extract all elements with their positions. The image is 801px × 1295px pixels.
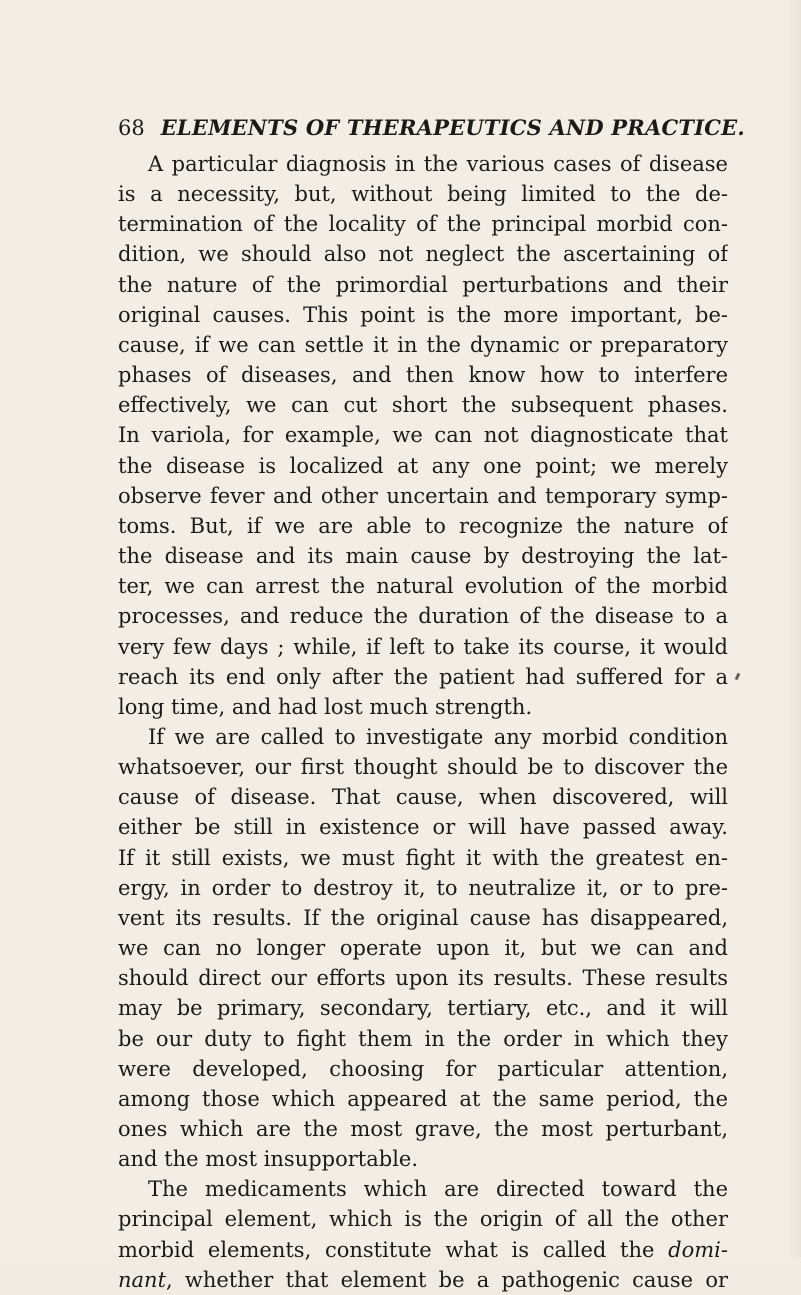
text-line: phases of diseases, and then know how to interfere	[118, 363, 728, 388]
italic-term-end: nant	[118, 1267, 167, 1292]
text-line: cause of disease. That cause, when discovered, will	[118, 785, 728, 810]
page-edge-shadow	[787, 0, 801, 1257]
text-line: termination of the locality of the principal morbid con-	[118, 212, 728, 237]
text-line: In variola, for example, we can not diagnosticate that	[118, 423, 728, 448]
italic-term-start: domi-	[668, 1237, 728, 1262]
text-line: is a necessity, but, without being limited to the de-	[118, 182, 728, 207]
text-line: reach its end only after the patient had suffered for a	[118, 664, 728, 689]
text-line-part: morbid elements, constitute what is called the	[118, 1237, 655, 1262]
text-line: cause, if we can settle it in the dynamic or preparatory	[118, 332, 728, 357]
text-line: The medicaments which are directed toward the	[148, 1177, 728, 1202]
text-line: toms. But, if we are able to recognize the nature of	[118, 513, 728, 538]
text-line: A particular diagnosis in the various cases of disease	[148, 152, 728, 176]
page-number: 68	[118, 116, 145, 140]
text-line: If it still exists, we must fight it with the greatest en-	[118, 845, 728, 870]
running-title: ELEMENTS OF THERAPEUTICS AND PRACTICE.	[160, 115, 745, 140]
text-line: principal element, which is the origin of all the other	[118, 1207, 728, 1232]
text-line: should direct our efforts upon its results. These results	[118, 966, 728, 991]
running-head	[118, 113, 745, 143]
text-line: either be still in existence or will have passed away.	[118, 815, 728, 840]
text-line: processes, and reduce the duration of the disease to a	[118, 604, 728, 629]
text-line: were developed, choosing for particular attention,	[118, 1056, 728, 1081]
text-line: effectively, we can cut short the subsequent phases.	[118, 393, 728, 418]
text-line: we can no longer operate upon it, but we can and	[118, 936, 728, 961]
text-line: the nature of the primordial perturbations and their	[118, 272, 728, 297]
text-line: the disease and its main cause by destroying the lat-	[118, 544, 728, 569]
text-line: the disease is localized at any one point; we merely	[118, 453, 728, 478]
text-line: whatsoever, our first thought should be to discover the	[118, 755, 728, 780]
text-line: ones which are the most grave, the most perturbant,	[118, 1117, 728, 1141]
text-line: ter, we can arrest the natural evolution of the morbid	[118, 574, 728, 599]
text-line-with-italic	[118, 1235, 728, 1265]
text-line: among those which appeared at the same period, the	[118, 1086, 728, 1111]
text-line: ergy, in order to destroy it, to neutralize it, or to pre-	[118, 875, 728, 900]
body-text	[118, 149, 728, 1295]
text-line: If we are called to investigate any morbid condition	[148, 724, 728, 749]
text-line	[118, 1265, 728, 1295]
text-line: observe fever and other uncertain and temporary symp-	[118, 483, 728, 508]
text-line: very few days ; while, if left to take its course, it would	[118, 634, 728, 659]
text-line: dition, we should also not neglect the ascertaining of	[118, 242, 728, 267]
text-line: long time, and had lost much strength.	[118, 694, 533, 719]
text-line: vent its results. If the original cause has disappeared,	[118, 905, 728, 930]
text-line-part: , whether that element be a pathogenic cause or	[166, 1267, 728, 1292]
margin-ink-mark	[735, 673, 741, 681]
text-line: be our duty to fight them in the order in which they	[118, 1026, 728, 1051]
text-line: original causes. This point is the more important, be-	[118, 302, 728, 327]
text-line: may be primary, secondary, tertiary, etc., and it will	[118, 996, 728, 1021]
text-line: and the most insupportable.	[118, 1147, 419, 1172]
